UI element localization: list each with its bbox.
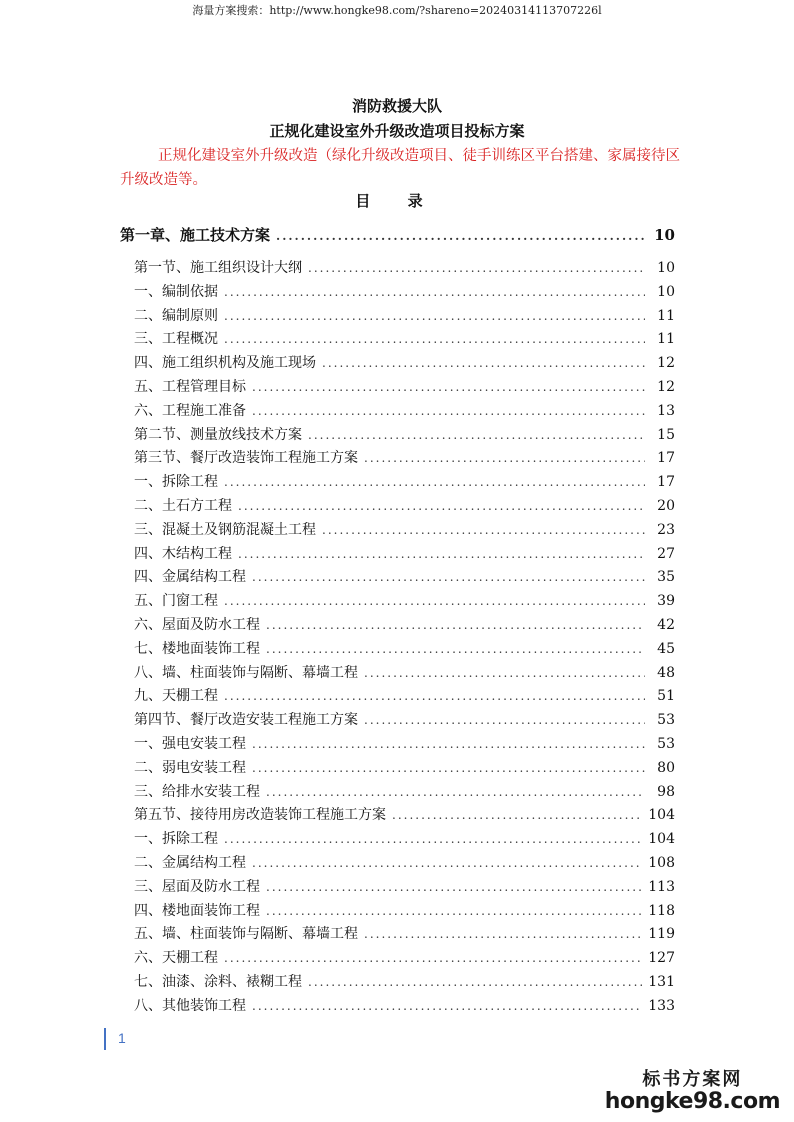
toc-dot-leader: [238, 499, 645, 513]
toc-dot-leader: [364, 713, 645, 727]
toc-entry[interactable]: [120, 281, 675, 305]
toc-entry[interactable]: [120, 685, 675, 709]
toc-entry[interactable]: [120, 305, 675, 329]
toc-entry-page: 108: [648, 854, 675, 871]
toc-dot-leader: [266, 880, 642, 894]
toc-entry-label: 八、墙、柱面装饰与隔断、幕墙工程: [134, 664, 358, 681]
toc-entry-label: 第四节、餐厅改造安装工程施工方案: [134, 712, 358, 729]
toc-entry-label: 第五节、接待用房改造装饰工程施工方案: [134, 807, 386, 824]
toc-entry-label: 三、工程概况: [134, 331, 218, 348]
toc-dot-leader: [322, 523, 645, 537]
toc-entry-page: 80: [657, 759, 675, 776]
toc-entry-label: 五、墙、柱面装饰与隔断、幕墙工程: [134, 926, 358, 943]
toc-entry-label: 一、编制依据: [134, 283, 218, 300]
toc-entry-label: 六、天棚工程: [134, 950, 218, 967]
toc-dot-leader: [364, 666, 645, 680]
toc-entry[interactable]: [120, 590, 675, 614]
toc-entry-page: 39: [657, 593, 675, 610]
toc-entry-page: 11: [657, 331, 675, 348]
toc-dot-leader: [252, 856, 642, 870]
toc-dot-leader: [252, 380, 645, 394]
toc-entry-label: 第二节、测量放线技术方案: [134, 426, 302, 443]
site-watermark-logo: [605, 1065, 780, 1114]
toc-entry-label: 九、天棚工程: [134, 688, 218, 705]
toc-entry-page: 48: [657, 664, 675, 681]
toc-dot-leader: [364, 927, 642, 941]
toc-entry[interactable]: [120, 352, 675, 376]
toc-entry-page: 53: [657, 712, 675, 729]
toc-entry-page: 12: [657, 355, 675, 372]
toc-entry[interactable]: [120, 638, 675, 662]
toc-dot-leader: [224, 594, 645, 608]
toc-entry[interactable]: [120, 900, 675, 924]
toc-entry-page: 119: [648, 926, 675, 943]
toc-entry[interactable]: [120, 971, 675, 995]
document-title-project: 正规化建设室外升级改造项目投标方案: [269, 122, 525, 140]
toc-entry-page: 12: [657, 378, 675, 395]
toc-entry[interactable]: [120, 852, 675, 876]
toc-entry[interactable]: [120, 876, 675, 900]
toc-entry-page: 104: [648, 831, 675, 848]
toc-entry[interactable]: [120, 947, 675, 971]
toc-entry-label: 二、金属结构工程: [134, 854, 246, 871]
toc-entry[interactable]: [120, 828, 675, 852]
toc-entry[interactable]: [120, 519, 675, 543]
toc-entry-page: 17: [657, 474, 675, 491]
toc-entry-page: 113: [648, 878, 675, 895]
watermark-domain-text: hongke98.com: [604, 1089, 780, 1114]
toc-entry-page: 98: [657, 783, 675, 800]
toc-entry[interactable]: [120, 757, 675, 781]
toc-entry-page: 131: [648, 973, 675, 990]
toc-dot-leader: [224, 285, 645, 299]
toc-entry-page: 20: [657, 497, 675, 514]
toc-dot-leader: [252, 737, 645, 751]
toc-entry-page: 45: [657, 640, 675, 657]
toc-entry-label: 五、门窗工程: [134, 593, 218, 610]
toc-dot-leader: [266, 785, 645, 799]
toc-entry-page: 104: [648, 807, 675, 824]
toc-dot-leader: [276, 229, 645, 243]
toc-dot-leader: [266, 618, 645, 632]
toc-entry-label: 三、屋面及防水工程: [134, 878, 260, 895]
toc-dot-leader: [364, 451, 645, 465]
toc-entry-label: 七、油漆、涂料、裱糊工程: [134, 973, 302, 990]
toc-entry-page: 10: [657, 283, 675, 300]
toc-entry-page: 127: [648, 950, 675, 967]
toc-dot-leader: [308, 261, 645, 275]
toc-dot-leader: [252, 999, 642, 1013]
toc-dot-leader: [238, 547, 645, 561]
document-title-org: 消防救援大队: [351, 97, 442, 115]
toc-chapter-entry[interactable]: [120, 222, 675, 257]
toc-entry[interactable]: [120, 495, 675, 519]
toc-entry[interactable]: [120, 376, 675, 400]
toc-entry-label: 七、楼地面装饰工程: [134, 640, 260, 657]
toc-entry[interactable]: [120, 471, 675, 495]
toc-entry[interactable]: [120, 804, 675, 828]
toc-entry[interactable]: [120, 257, 675, 281]
toc-entry[interactable]: [120, 995, 675, 1019]
toc-entry-list: [120, 257, 675, 1019]
toc-entry[interactable]: [120, 733, 675, 757]
toc-entry-page: 27: [657, 545, 675, 562]
toc-entry-label: 一、强电安装工程: [134, 735, 246, 752]
toc-dot-leader: [308, 428, 645, 442]
toc-heading: 目 录: [355, 192, 439, 210]
toc-entry[interactable]: [120, 709, 675, 733]
toc-entry-page: 118: [648, 902, 675, 919]
toc-dot-leader: [224, 332, 645, 346]
toc-entry-label: 三、混凝土及钢筋混凝土工程: [134, 521, 316, 538]
toc-entry-label: 二、弱电安装工程: [134, 759, 246, 776]
toc-entry-label: 六、屋面及防水工程: [134, 616, 260, 633]
toc-entry-label: 一、拆除工程: [134, 474, 218, 491]
page-number: 1: [118, 1030, 126, 1046]
toc-entry-page: 133: [648, 997, 675, 1014]
toc-entry-label: 四、金属结构工程: [134, 569, 246, 586]
toc-dot-leader: [224, 475, 645, 489]
toc-entry[interactable]: [120, 400, 675, 424]
toc-dot-leader: [224, 309, 645, 323]
toc-entry-label: 八、其他装饰工程: [134, 997, 246, 1014]
toc-chapter-label: 第一章、施工技术方案: [120, 226, 271, 244]
toc-entry-label: 第一节、施工组织设计大纲: [134, 260, 302, 276]
table-of-contents: [120, 222, 675, 1019]
toc-dot-leader: [252, 761, 645, 775]
source-url-header: 海量方案搜索：http://www.hongke98.com/?shareno=20240314113707226l: [192, 4, 602, 17]
toc-entry[interactable]: [120, 566, 675, 590]
toc-entry-label: 第三节、餐厅改造装饰工程施工方案: [134, 450, 358, 467]
toc-entry-label: 四、施工组织机构及施工现场: [134, 355, 316, 372]
toc-entry-label: 五、工程管理目标: [134, 378, 246, 395]
toc-dot-leader: [322, 356, 645, 370]
toc-entry[interactable]: [120, 614, 675, 638]
toc-entry-page: 53: [657, 735, 675, 752]
toc-dot-leader: [308, 975, 642, 989]
toc-entry-page: 51: [657, 688, 675, 705]
toc-entry[interactable]: [120, 923, 675, 947]
toc-dot-leader: [224, 689, 645, 703]
toc-entry-label: 三、给排水安装工程: [134, 783, 260, 800]
toc-entry[interactable]: [120, 328, 675, 352]
toc-dot-leader: [252, 570, 645, 584]
toc-entry-label: 二、土石方工程: [134, 497, 232, 514]
toc-dot-leader: [252, 404, 645, 418]
toc-entry-label: 二、编制原则: [134, 307, 218, 324]
toc-entry[interactable]: [120, 543, 675, 567]
toc-entry-page: 23: [657, 521, 675, 538]
watermark-cn-text: 标书方案网: [642, 1069, 743, 1090]
toc-entry[interactable]: [120, 424, 675, 448]
toc-entry-label: 一、拆除工程: [134, 831, 218, 848]
toc-dot-leader: [266, 642, 645, 656]
toc-dot-leader: [224, 951, 642, 965]
toc-entry-label: 四、楼地面装饰工程: [134, 902, 260, 919]
toc-dot-leader: [392, 808, 642, 822]
toc-entry[interactable]: [120, 781, 675, 805]
toc-entry-page: 42: [657, 616, 675, 633]
toc-entry[interactable]: [120, 447, 675, 471]
page-number-bar: [104, 1028, 106, 1050]
project-intro: 正规化建设室外升级改造（绿化升级改造项目、徒手训练区平台搭建、家属接待区升级改造等。: [120, 148, 680, 188]
toc-entry-page: 11: [657, 307, 675, 324]
toc-entry-page: 17: [657, 450, 675, 467]
toc-entry[interactable]: [120, 662, 675, 686]
toc-dot-leader: [224, 832, 642, 846]
toc-entry-page: 35: [657, 569, 675, 586]
toc-chapter-page: 10: [654, 226, 675, 244]
toc-entry-page: 13: [657, 402, 675, 419]
toc-entry-page: 10: [657, 260, 675, 276]
toc-entry-label: 六、工程施工准备: [134, 402, 246, 419]
toc-entry-page: 15: [657, 426, 675, 443]
toc-entry-label: 四、木结构工程: [134, 545, 232, 562]
toc-dot-leader: [266, 904, 642, 918]
